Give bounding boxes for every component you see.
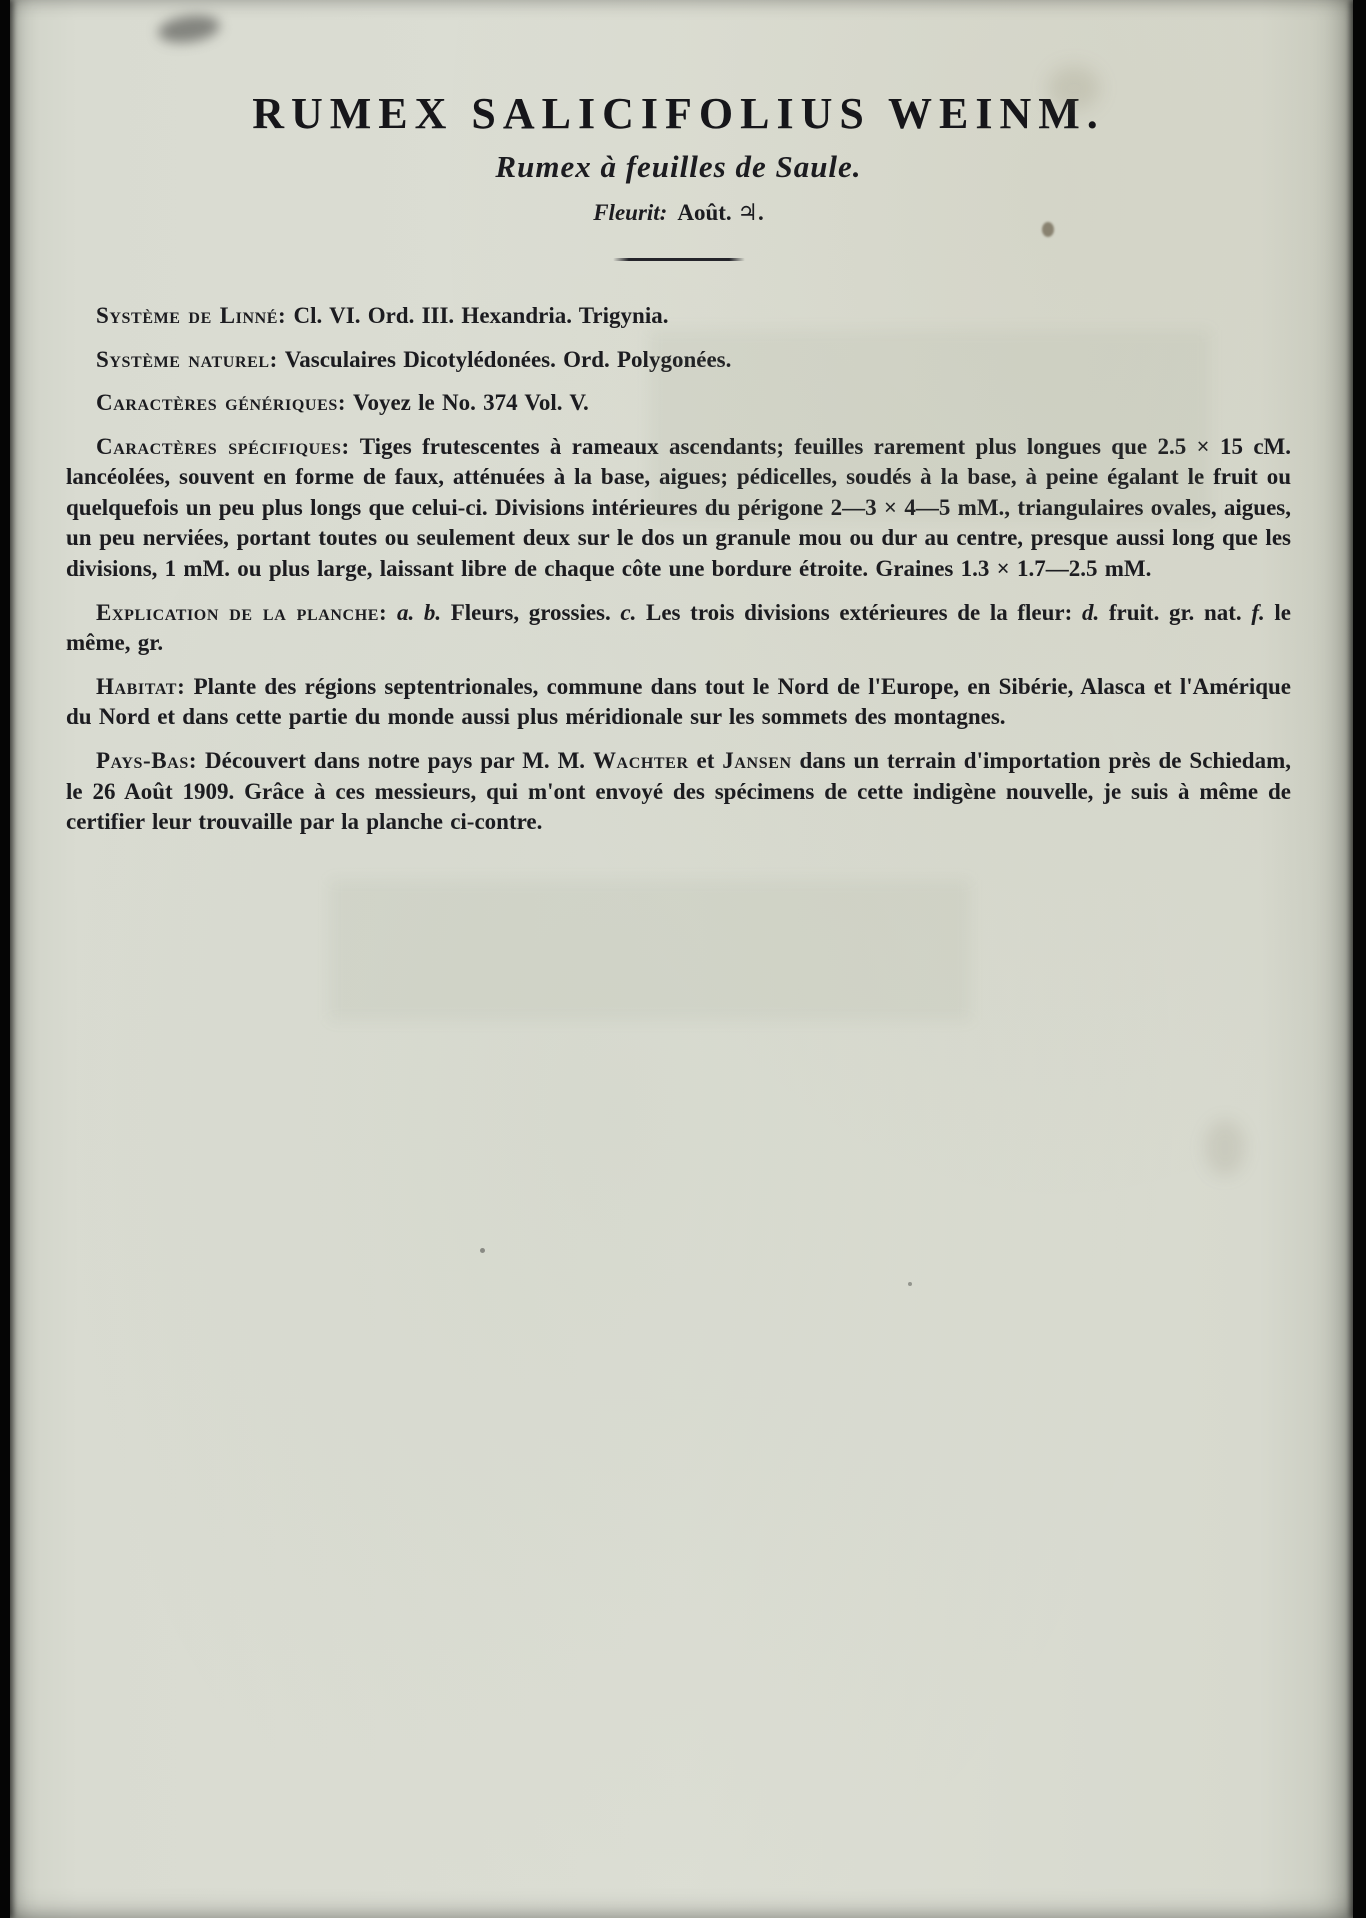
section-text: Les trois divisions extérieures de la fleur: (636, 599, 1082, 625)
section-caracteres-generiques (66, 388, 1291, 419)
section-label: Système de Linné: (96, 303, 287, 328)
paper-stain (1205, 1120, 1245, 1176)
section-text: Cl. VI. Ord. III. Hexandria. Trigynia. (293, 303, 669, 328)
section-systeme-naturel (66, 345, 1291, 376)
section-pays-bas (66, 746, 1291, 838)
bloom-line (66, 199, 1291, 226)
section-text: Plante des régions septentrionales, commune dans tout le Nord de l'Europe, en Sibérie, Alasca et l'Amérique du Nord et dans cette partie du monde aussi plus méridionale sur les sommets des montagnes. (66, 673, 1292, 730)
bloom-value: Août. ♃. (677, 200, 764, 225)
section-text: dans un terrain d'importation près de Schiedam, le 26 Août 1909. Grâce à ces messieurs, qui m'ont envoyé des spécimens de cette indigène nouvelle, je suis à même de certifier leur trouvaille par la planche ci-contre. (66, 747, 1291, 835)
section-text: fruit. gr. nat. (1099, 599, 1252, 625)
section-habitat (66, 672, 1291, 733)
person-name: Jansen (722, 747, 792, 773)
page-title: RUMEX SALICIFOLIUS WEINM. (252, 89, 1105, 138)
speck (908, 1282, 912, 1286)
section-text: Tiges frutescentes à rameaux ascendants; feuilles rarement plus longues que 2.5 × 15 cM. lancéolées, souvent en forme de faux, atténuées à la base, aigues; pédicelles, soudés à la base, à peine égalant le fruit ou quelquefois un peu plus longs que celui-ci. Divisions intérieures du périgone 2—3 × 4—5 mM., triangulaires ovales, aigues, un peu nerviées, portant toutes ou seulement deux sur le dos un granule mou ou dur au centre, presque aussi long que les divisions, 1 mM. ou plus large, laissant libre de chaque côte une bordure étroite. Graines 1.3 × 1.7—2.5 mM. (66, 433, 1292, 582)
section-label: Explication de la planche: (96, 599, 388, 625)
section-text: le même, gr. (66, 599, 1291, 656)
page-content (66, 0, 1291, 851)
figure-letter: d. (1081, 599, 1100, 625)
scan-edge-left (0, 0, 10, 1918)
section-label: Système naturel: (96, 346, 278, 372)
section-text: Fleurs, grossies. (441, 599, 621, 625)
section-systeme-de-linne (66, 301, 1291, 332)
section-text: Découvert dans notre pays par M. M. (205, 747, 593, 773)
section-text: Voyez le No. 374 Vol. V. (352, 390, 589, 416)
section-label: Habitat: (96, 673, 186, 699)
section-text: et (688, 747, 723, 773)
section-label: Caractères spécifiques: (96, 433, 350, 459)
page-subtitle: Rumex à feuilles de Saule. (495, 149, 862, 184)
section-divider (613, 258, 745, 261)
figure-letter: f. (1251, 599, 1265, 625)
section-text: Vasculaires Dicotylédonées. Ord. Polygonées. (284, 346, 732, 372)
section-explication-planche (66, 598, 1291, 659)
person-name: Wachter (592, 747, 689, 773)
description-sections (66, 301, 1291, 838)
section-label: Pays-Bas: (96, 747, 198, 773)
section-label: Caractères génériques: (96, 390, 347, 416)
bloom-label: Fleurit: (593, 200, 668, 225)
paper (10, 0, 1353, 1918)
section-caracteres-specifiques (66, 432, 1291, 585)
scan-edge-right (1353, 0, 1366, 1918)
speck (480, 1248, 485, 1253)
ink-bleedthrough (330, 880, 970, 1020)
figure-letter: a. b. (396, 599, 442, 625)
figure-letter: c. (620, 599, 637, 625)
